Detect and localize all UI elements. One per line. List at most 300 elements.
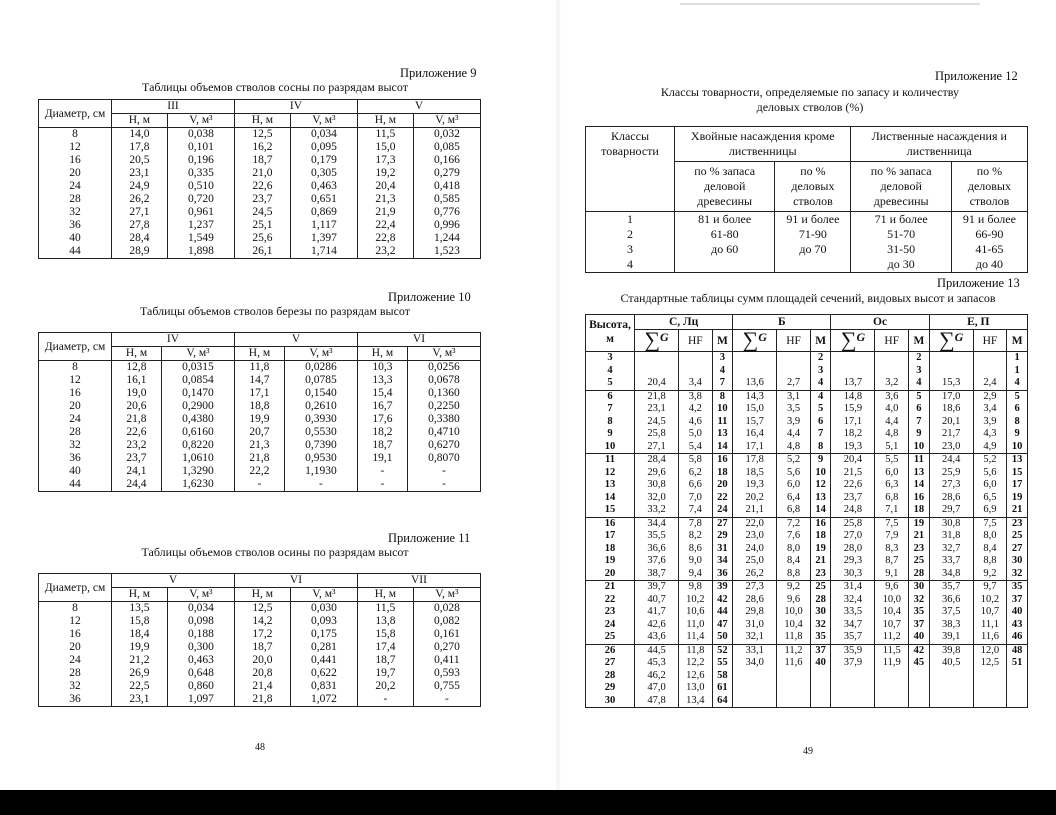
table-cell: 25,0 [733, 555, 777, 568]
volume-subheader: V, м³ [161, 347, 234, 361]
table-cell: 29,6 [635, 467, 679, 480]
table-cell: 1,397 [290, 232, 357, 245]
table-cell [733, 670, 777, 683]
table-row [586, 581, 1028, 594]
table-cell: до 70 [775, 242, 851, 257]
table-cell: 0,463 [167, 654, 234, 667]
table-cell: 21,0 [234, 167, 290, 180]
table-cell [1007, 682, 1028, 695]
table-cell: 4 [1007, 377, 1028, 390]
table-cell: 1,1930 [284, 465, 357, 478]
table-cell: 12,0 [973, 644, 1007, 657]
height-subheader: Н, м [112, 114, 168, 128]
table-cell: 13 [810, 492, 831, 505]
table-cell: 51 [1007, 657, 1028, 670]
table-row [586, 479, 1028, 492]
table-cell: 14 [810, 504, 831, 517]
table-cell: 0,305 [290, 167, 357, 180]
table-cell: 25 [909, 555, 930, 568]
volume-subheader: V, м³ [413, 114, 480, 128]
table-cell: 8,4 [777, 555, 811, 568]
table-cell: 4 [586, 257, 675, 273]
table-row [39, 602, 481, 616]
table-cell: 28 [586, 670, 635, 683]
height-subheader: Н, м [357, 114, 413, 128]
table-cell: 0,0315 [161, 361, 234, 375]
table-cell: 0,622 [290, 667, 357, 680]
table-cell: 0,3380 [407, 413, 480, 426]
table-cell: 91 и более [951, 212, 1027, 228]
table-cell: 39 [712, 581, 733, 594]
volume-subheader: V, м³ [290, 588, 357, 602]
table-cell: до 30 [851, 257, 951, 273]
table-cell: 7,4 [679, 504, 713, 517]
table-cell: 8,0 [973, 530, 1007, 543]
table-cell: 0,030 [290, 602, 357, 616]
table-cell: 20,2 [357, 680, 413, 693]
table-cell: 0,281 [290, 641, 357, 654]
table-cell [679, 352, 713, 365]
table-cell: 34,0 [733, 657, 777, 670]
table-cell: 37 [1007, 594, 1028, 607]
table-cell: 9,2 [973, 568, 1007, 581]
table-cell: 8 [39, 361, 112, 375]
table-cell: 28 [39, 193, 112, 206]
table-cell: 11,9 [875, 657, 909, 670]
table-row [586, 543, 1028, 556]
table-cell: 61-80 [675, 227, 775, 242]
table-row [39, 374, 481, 387]
stock-percent-header: по % запаса деловой древесины [851, 162, 951, 212]
table-cell: 17,8 [733, 454, 777, 467]
table-cell: 0,175 [290, 628, 357, 641]
table-cell: 26,1 [234, 245, 290, 259]
table-cell: 17,1 [831, 416, 875, 429]
height-class-header: V [112, 574, 235, 588]
table-cell: 5,6 [973, 467, 1007, 480]
table-cell: 35,9 [831, 644, 875, 657]
form-height-subheader: HF [777, 330, 811, 352]
table-row [586, 594, 1028, 607]
table-cell: 43,6 [635, 631, 679, 644]
table-cell: 34,4 [635, 517, 679, 530]
table-cell: 17,2 [234, 628, 290, 641]
table-cell: 11,1 [973, 619, 1007, 632]
table-cell: 4,4 [875, 416, 909, 429]
table-cell: 23 [586, 606, 635, 619]
table-cell: 0,028 [413, 602, 480, 616]
table-cell: 32 [39, 439, 112, 452]
table-cell: 1,072 [290, 693, 357, 707]
table-cell: 23,7 [234, 193, 290, 206]
table-cell: 11,2 [875, 631, 909, 644]
annex-12-caption-line2: деловых стволов (%) [756, 100, 864, 114]
table-cell: 0,411 [413, 654, 480, 667]
table-row [39, 193, 481, 206]
table-cell: 19,2 [357, 167, 413, 180]
table-cell [875, 670, 909, 683]
table-cell: 39,1 [929, 631, 973, 644]
table-cell: 3 [712, 352, 733, 365]
table-cell: 8 [810, 441, 831, 454]
table-cell: 7,0 [679, 492, 713, 505]
scan-artifact [680, 3, 980, 5]
table-cell: 0,776 [413, 206, 480, 219]
species-group-header: Б [733, 315, 831, 330]
table-cell: 6,2 [679, 467, 713, 480]
table-cell: 4 [810, 390, 831, 403]
table-cell: 25 [586, 631, 635, 644]
table-cell: 27,3 [733, 581, 777, 594]
table-cell: 0,034 [290, 128, 357, 142]
annex-12-label: Приложение 12 [935, 69, 1018, 83]
table-cell: 81 и более [675, 212, 775, 228]
table-cell: 0,101 [167, 141, 234, 154]
table-cell: 19,9 [112, 641, 168, 654]
table-cell: 9,1 [875, 568, 909, 581]
table-cell: 0,161 [413, 628, 480, 641]
table-cell: 16,4 [733, 428, 777, 441]
table-cell: 11,5 [357, 128, 413, 142]
table-cell: - [407, 465, 480, 478]
table-cell [777, 670, 811, 683]
table-cell: 16 [909, 492, 930, 505]
table-row [39, 615, 481, 628]
table-cell: 16,2 [234, 141, 290, 154]
table-row [586, 352, 1028, 365]
table-cell: - [407, 478, 480, 492]
table-cell: 48 [1007, 644, 1028, 657]
annex-9-caption: Таблицы объемов стволов сосны по разрядам высот [142, 80, 408, 94]
height-class-header: IV [234, 100, 357, 114]
table-cell: 5,1 [875, 441, 909, 454]
table-cell: 9 [586, 428, 635, 441]
table-cell: 13,5 [112, 602, 168, 616]
table-cell: 50 [712, 631, 733, 644]
table-cell: 2,9 [973, 390, 1007, 403]
table-cell: 9 [1007, 428, 1028, 441]
table-cell: 7 [586, 403, 635, 416]
table-cell: 6,0 [973, 479, 1007, 492]
table-row [586, 631, 1028, 644]
table-cell: 37 [810, 644, 831, 657]
table-cell: 47,0 [635, 682, 679, 695]
table-cell: 2 [586, 227, 675, 242]
table-row [39, 219, 481, 232]
table-cell: 35,5 [635, 530, 679, 543]
table-cell: 8,7 [875, 555, 909, 568]
table-cell: 35 [810, 631, 831, 644]
table-cell: 35,7 [929, 581, 973, 594]
table-cell: 10 [586, 441, 635, 454]
table-cell: 30 [909, 581, 930, 594]
table-cell: 22,0 [733, 517, 777, 530]
table-cell: 44,5 [635, 644, 679, 657]
table-cell: 14,3 [733, 390, 777, 403]
table-cell: 27,3 [929, 479, 973, 492]
table-cell: 36 [712, 568, 733, 581]
table-cell [777, 365, 811, 378]
table-cell: 3 [586, 352, 635, 365]
table-cell: 15,9 [831, 403, 875, 416]
aspen-volume-rows [39, 602, 481, 707]
table-row [586, 670, 1028, 683]
table-cell: 24 [712, 504, 733, 517]
stock-subheader: M [909, 330, 930, 352]
table-cell: 0,335 [167, 167, 234, 180]
height-subheader: Н, м [112, 347, 162, 361]
table-cell: 33,5 [831, 606, 875, 619]
table-cell: 18,7 [357, 439, 407, 452]
table-cell: 22 [586, 594, 635, 607]
table-row [39, 154, 481, 167]
table-cell: 40 [909, 631, 930, 644]
table-cell: 30,3 [831, 568, 875, 581]
table-row [586, 242, 1028, 257]
table-cell: 52 [712, 644, 733, 657]
table-cell: 27 [586, 657, 635, 670]
table-cell: 0,098 [167, 615, 234, 628]
table-cell: 1,0610 [161, 452, 234, 465]
table-cell [875, 695, 909, 708]
table-cell: 18,5 [733, 467, 777, 480]
table-cell [929, 695, 973, 708]
table-cell: 4 [810, 377, 831, 390]
table-cell: 25,8 [831, 517, 875, 530]
table-cell: 24,1 [112, 465, 162, 478]
table-cell: 2 [810, 352, 831, 365]
table-cell: 44 [39, 245, 112, 259]
table-cell: 26,2 [112, 193, 168, 206]
sigma-symbol: ∑ [938, 327, 955, 352]
table-cell: 3,8 [679, 390, 713, 403]
table-cell: 0,9530 [284, 452, 357, 465]
table-cell: 19 [1007, 492, 1028, 505]
table-cell: 16 [712, 454, 733, 467]
table-cell: 9,4 [679, 568, 713, 581]
table-cell [777, 695, 811, 708]
table-cell [929, 352, 973, 365]
table-cell: 0,188 [167, 628, 234, 641]
sigma-symbol: ∑ [644, 327, 661, 352]
table-cell: 6 [586, 390, 635, 403]
table-cell: 9,6 [875, 581, 909, 594]
table-cell: 0,869 [290, 206, 357, 219]
table-cell: 22,2 [234, 465, 284, 478]
table-row [586, 227, 1028, 242]
table-cell: 7 [810, 428, 831, 441]
table-cell: 0,441 [290, 654, 357, 667]
table-row [586, 403, 1028, 416]
table-cell: 32 [39, 206, 112, 219]
g-letter: G [660, 330, 669, 344]
table-cell: 16 [39, 628, 112, 641]
table-cell: 18,6 [929, 403, 973, 416]
table-cell: 0,585 [413, 193, 480, 206]
table-cell [777, 352, 811, 365]
table-cell: 21 [586, 581, 635, 594]
table-cell: 1,714 [290, 245, 357, 259]
conifer-group-header: Хвойные насаждения кроме лиственницы [675, 127, 851, 162]
table-row [586, 390, 1028, 403]
table-cell [875, 682, 909, 695]
table-cell: 29,8 [733, 606, 777, 619]
table-cell: 32,1 [733, 631, 777, 644]
table-cell: 13,0 [679, 682, 713, 695]
table-cell: 21,8 [234, 693, 290, 707]
table-cell: 18,7 [234, 641, 290, 654]
table-cell: 36,6 [929, 594, 973, 607]
table-cell: 34 [712, 555, 733, 568]
table-cell: 16 [586, 517, 635, 530]
table-row [39, 413, 481, 426]
sum-basal-area-subheader [635, 327, 679, 352]
table-cell: 18,2 [831, 428, 875, 441]
table-row [39, 641, 481, 654]
table-cell: 8 [39, 128, 112, 142]
volume-subheader: V, м³ [407, 347, 480, 361]
table-row [586, 530, 1028, 543]
table-row [586, 644, 1028, 657]
table-cell: 22 [712, 492, 733, 505]
table-cell: 27 [1007, 543, 1028, 556]
table-cell [929, 670, 973, 683]
volume-subheader: V, м³ [284, 347, 357, 361]
table-cell: - [357, 693, 413, 707]
table-cell: 32 [1007, 568, 1028, 581]
table-cell: 11,8 [777, 631, 811, 644]
table-cell: 71-90 [775, 227, 851, 242]
table-cell: 40 [39, 232, 112, 245]
table-cell: 5 [1007, 390, 1028, 403]
table-cell: 25,6 [234, 232, 290, 245]
table-cell: 34,7 [831, 619, 875, 632]
table-cell: 16 [810, 517, 831, 530]
table-cell: 13 [1007, 454, 1028, 467]
page-number-left: 48 [255, 742, 265, 753]
table-cell: 29,7 [929, 504, 973, 517]
table-cell: 3,2 [875, 377, 909, 390]
table-cell: 18,7 [357, 654, 413, 667]
table-cell [973, 682, 1007, 695]
table-cell: 18,8 [234, 400, 284, 413]
table-cell: 8,3 [875, 543, 909, 556]
table-cell: 26,9 [112, 667, 168, 680]
table-cell: 3,6 [875, 390, 909, 403]
table-cell: 10,7 [973, 606, 1007, 619]
table-cell: 20 [39, 641, 112, 654]
table-row [39, 693, 481, 707]
table-cell: 17,1 [733, 441, 777, 454]
table-cell: 5,5 [875, 454, 909, 467]
table-cell: 42 [712, 594, 733, 607]
table-cell [1007, 670, 1028, 683]
table-cell: 6 [1007, 403, 1028, 416]
table-cell: 40,5 [929, 657, 973, 670]
table-cell: 24,5 [635, 416, 679, 429]
table-cell: 19,0 [112, 387, 162, 400]
sums-subheader-row [586, 330, 1028, 352]
table-cell: 12 [586, 467, 635, 480]
table-cell [973, 695, 1007, 708]
table-cell [909, 682, 930, 695]
table-cell [973, 365, 1007, 378]
table-cell: 24,4 [112, 478, 162, 492]
table-cell: 0,7390 [284, 439, 357, 452]
table-cell: 13,3 [357, 374, 407, 387]
table-row [39, 180, 481, 193]
table-cell: 17,1 [234, 387, 284, 400]
table-cell: 0,270 [413, 641, 480, 654]
table-cell: 5,8 [679, 454, 713, 467]
table-cell: 28 [909, 568, 930, 581]
table-cell: 91 и более [775, 212, 851, 228]
table-cell [777, 682, 811, 695]
table-cell: 6,9 [973, 504, 1007, 517]
table-cell: 23 [810, 568, 831, 581]
table-cell: 10,4 [777, 619, 811, 632]
form-height-subheader: HF [973, 330, 1007, 352]
table-cell: 12,6 [679, 670, 713, 683]
table-cell: 40,7 [635, 594, 679, 607]
table-cell: 7,1 [875, 504, 909, 517]
table-cell: 20 [39, 167, 112, 180]
table-cell: 38,7 [635, 568, 679, 581]
table-cell: 17,0 [929, 390, 973, 403]
table-cell: 28,9 [112, 245, 168, 259]
height-class-header: VI [234, 574, 357, 588]
table-cell: 10,2 [973, 594, 1007, 607]
table-cell: 1,523 [413, 245, 480, 259]
table-cell: 25 [810, 581, 831, 594]
table-cell: 33,7 [929, 555, 973, 568]
sigma-symbol: ∑ [742, 327, 759, 352]
table-cell: 0,593 [413, 667, 480, 680]
table-cell: 5,2 [973, 454, 1007, 467]
table-cell: 19,7 [357, 667, 413, 680]
table-cell: 21,8 [112, 413, 162, 426]
table-cell: 0,2250 [407, 400, 480, 413]
table-cell [831, 695, 875, 708]
table-cell: 31 [712, 543, 733, 556]
table-cell [810, 670, 831, 683]
table-cell: 28,4 [635, 454, 679, 467]
table-cell: 0,4710 [407, 426, 480, 439]
table-cell: 5,6 [777, 467, 811, 480]
table-cell: 10 [810, 467, 831, 480]
table-cell: 23,2 [357, 245, 413, 259]
table-cell: 6,0 [875, 467, 909, 480]
table-cell: 0,5530 [284, 426, 357, 439]
table-cell: 30 [810, 606, 831, 619]
table-cell: 3 [810, 365, 831, 378]
table-cell: 10 [1007, 441, 1028, 454]
table-cell: 21,3 [357, 193, 413, 206]
table-cell: 24,4 [929, 454, 973, 467]
table-cell: 3,4 [973, 403, 1007, 416]
table-cell: 36 [39, 693, 112, 707]
table-cell: 5 [810, 403, 831, 416]
table-cell: 4,8 [875, 428, 909, 441]
table-cell: 14,7 [234, 374, 284, 387]
table-cell [733, 682, 777, 695]
table-cell: 7 [712, 377, 733, 390]
table-cell: 0,0854 [161, 374, 234, 387]
table-cell: 21 [1007, 504, 1028, 517]
table-cell: 1,117 [290, 219, 357, 232]
table-cell: 23,7 [112, 452, 162, 465]
table-cell: 36,6 [635, 543, 679, 556]
